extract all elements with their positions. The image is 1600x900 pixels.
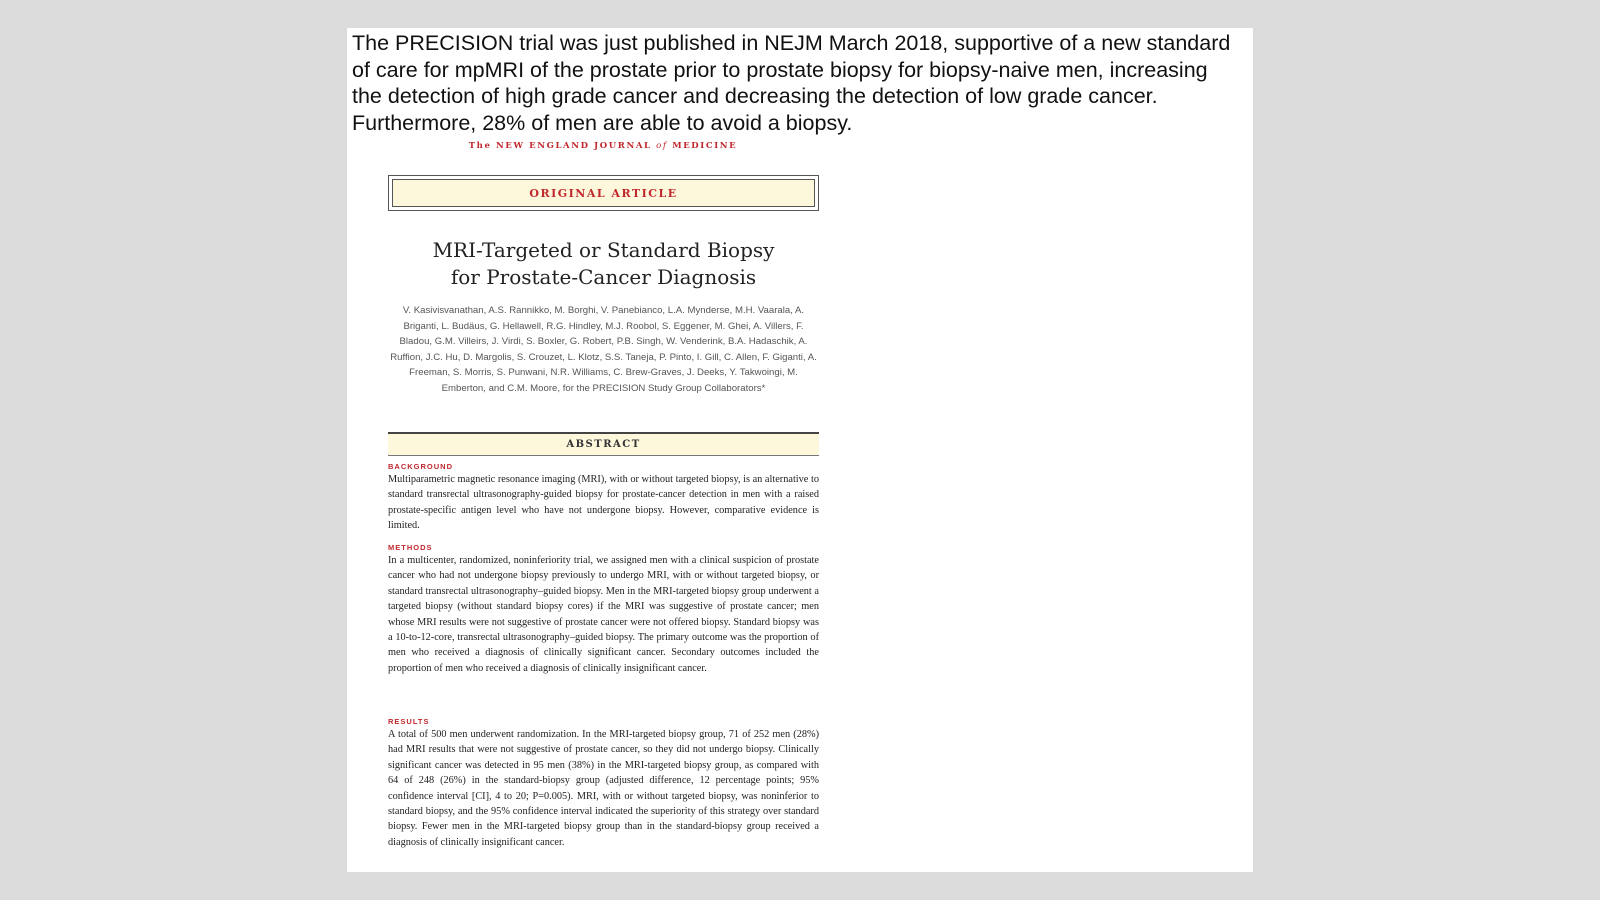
article-type-box bbox=[388, 175, 819, 211]
journal-masthead bbox=[347, 141, 859, 151]
abstract-heading: ABSTRACT bbox=[388, 432, 819, 456]
methods-heading: METHODS bbox=[388, 543, 433, 552]
background-heading: BACKGROUND bbox=[388, 462, 453, 471]
author-list: V. Kasivisvanathan, A.S. Rannikko, M. Borghi, V. Panebianco, L.A. Mynderse, M.H. Vaarala, A. Briganti, L. Budäus, G. Hellawell, R.G. Hindley, M.J. Roobol, S. Eggener, M. Ghei, A. Villers, F. Bladou, G.M. Villeirs, J. Virdi, S. Boxler, G. Robert, P.B. Singh, W. Venderink, B.A. Hadaschik, A. Ruffion, J.C. Hu, D. Margolis, S. Crouzet, L. Klotz, S.S. Taneja, P. Pinto, I. Gill, C. Allen, F. Giganti, A. Freeman, S. Morris, S. Punwani, N.R. Williams, C. Brew-Graves, J. Deeks, Y. Takwoingi, M. Emberton, and C.M. Moore, for the PRECISION Study Group Collaborators* bbox=[390, 305, 817, 394]
masthead-suffix: MEDICINE bbox=[672, 141, 738, 151]
slide-caption: The PRECISION trial was just published in NEJM March 2018, supportive of a new standard of care for mpMRI of the prostate prior to prostate biopsy for biopsy-naive men, increasing the detection of high grade cancer and decreasing the detection of low grade cancer. Furthermore, 28% of men are able to avoid a biopsy. bbox=[352, 31, 1231, 135]
methods-text: In a multicenter, randomized, noninferiority trial, we assigned men with a clinical suspicion of prostate cancer who had not undergone biopsy previously to undergo MRI, with or without targeted biopsy, or standard transrectal ultrasonography–guided biopsy. Men in the MRI-targeted biopsy group underwent a targeted biopsy (without standard biopsy cores) if the MRI was suggestive of prostate cancer; men whose MRI results were not suggestive of prostate cancer were not offered biopsy. Standard biopsy was a 10-to-12-core, transrectal ultrasonography–guided biopsy. The primary outcome was the proportion of men who received a diagnosis of clinically significant cancer. Secondary outcomes included the proportion of men who received a diagnosis of clinically insignificant cancer. bbox=[388, 555, 819, 674]
background-text: Multiparametric magnetic resonance imaging (MRI), with or without targeted biopsy, is an alternative to standard transrectal ultrasonography-guided biopsy for prostate-cancer detection in men with a raised prostate-specific antigen level who have not undergone biopsy. However, comparative evidence is limited. bbox=[388, 474, 819, 532]
article-title bbox=[388, 237, 819, 291]
slide bbox=[347, 28, 1253, 872]
article-type-label: ORIGINAL ARTICLE bbox=[392, 179, 815, 207]
masthead-prefix: The NEW ENGLAND JOURNAL bbox=[468, 141, 652, 151]
results-text: A total of 500 men underwent randomization. In the MRI-targeted biopsy group, 71 of 252 men (28%) had MRI results that were not suggestive of prostate cancer, so they did not undergo biopsy. Clinically significant cancer was detected in 95 men (38%) in the MRI-targeted biopsy group, as compared with 64 of 248 (26%) in the standard-biopsy group (adjusted difference, 12 percentage points; 95% confidence interval [CI], 4 to 20; P=0.005). MRI, with or without targeted biopsy, was noninferior to standard biopsy, and the 95% confidence interval indicated the superiority of this strategy over standard biopsy. Fewer men in the MRI-targeted biopsy group than in the standard-biopsy group received a diagnosis of clinically insignificant cancer. bbox=[388, 729, 819, 848]
article-title-line2: for Prostate-Cancer Diagnosis bbox=[450, 265, 757, 289]
masthead-of: of bbox=[656, 141, 668, 151]
results-heading: RESULTS bbox=[388, 717, 430, 726]
article-title-line1: MRI-Targeted or Standard Biopsy bbox=[432, 238, 775, 262]
